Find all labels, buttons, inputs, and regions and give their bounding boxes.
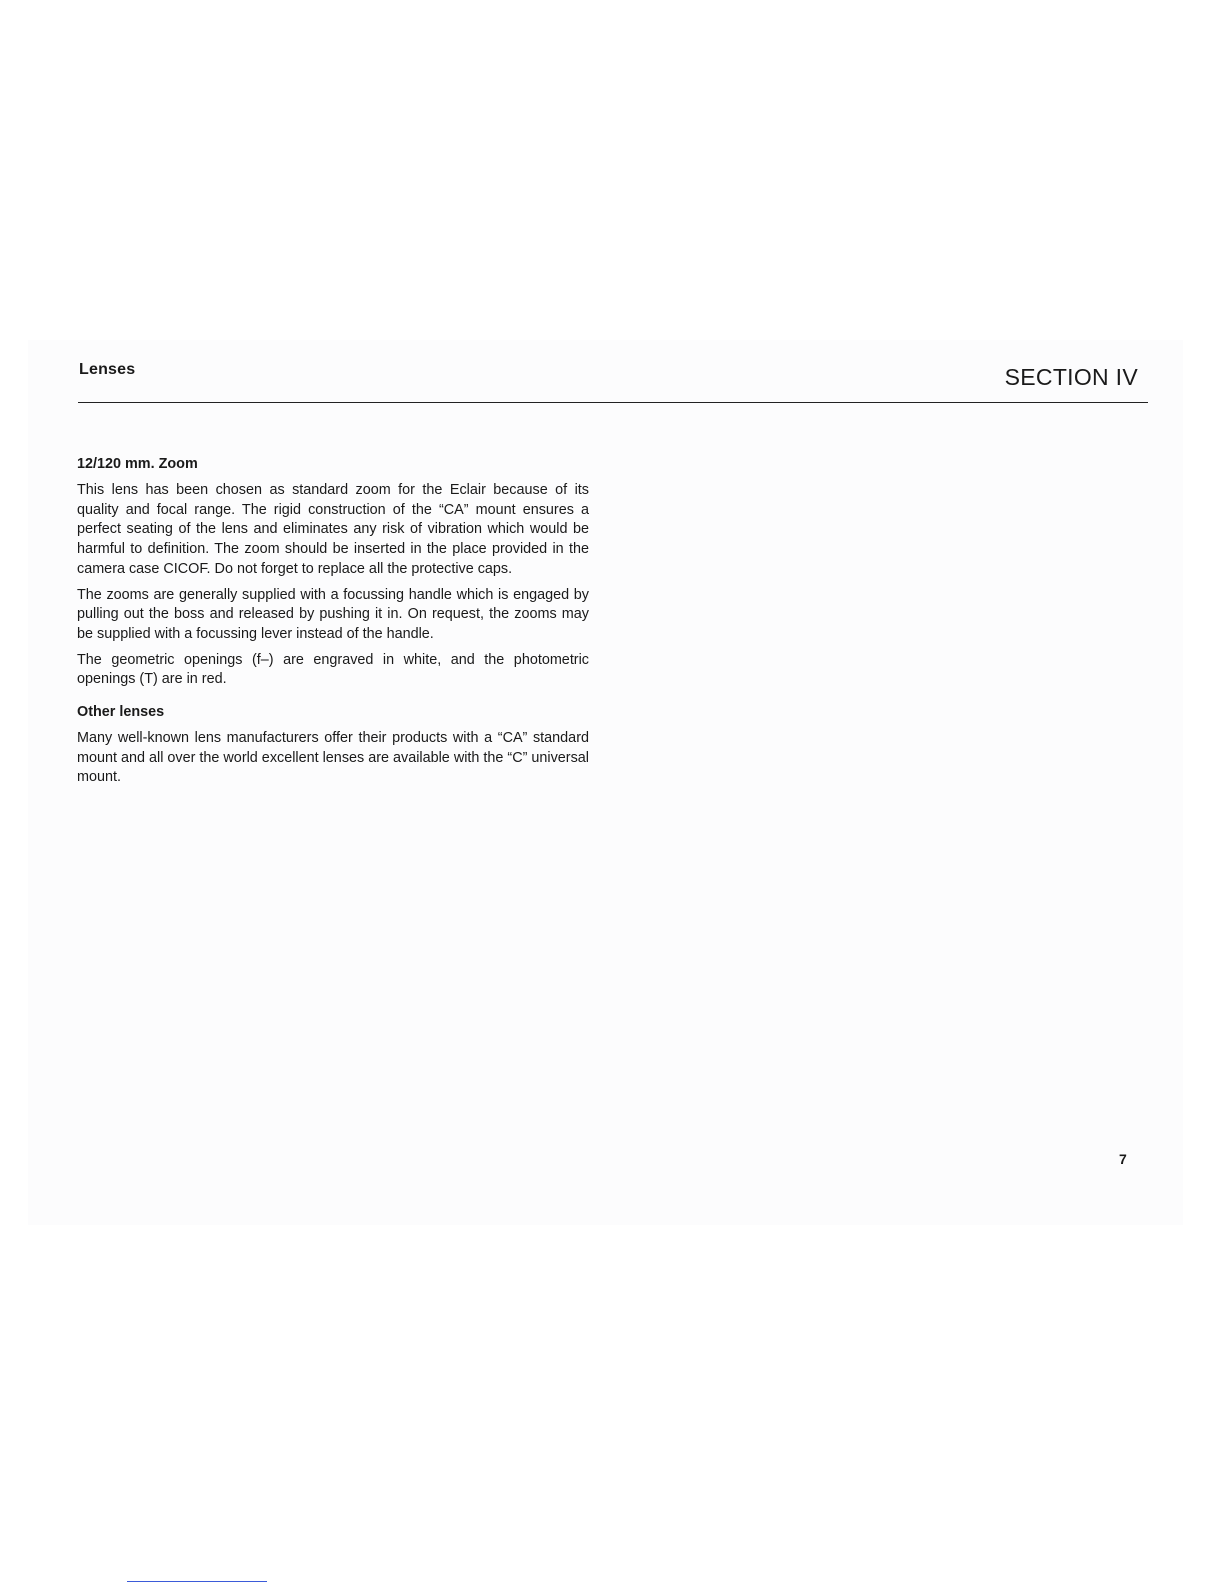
page-title: Lenses xyxy=(79,361,136,378)
paragraph-zoom-description: This lens has been chosen as standard zoom for the Eclair because of its quality and focal range. The rigid construction of the “CA” mount ensures a perfect seating of the lens and eliminates any risk of vibration which would be harmful to definition. The zoom should be inserted in the place provided in the camera case CICOF. Do not forget to replace all the protective caps. xyxy=(77,482,589,577)
paragraph-focussing-handle: The zooms are generally supplied with a focussing handle which is engaged by pulling out the boss and released by pushing it in. On request, the zooms may be supplied with a focussing lever instead of the handle. xyxy=(77,586,589,642)
section-label: SECTION IV xyxy=(1004,364,1138,390)
heading-zoom: 12/120 mm. Zoom xyxy=(77,456,198,472)
header-divider xyxy=(78,402,1148,403)
heading-other-lenses: Other lenses xyxy=(77,704,165,721)
main-content xyxy=(77,455,589,794)
page-number: 7 xyxy=(1119,1151,1127,1167)
paragraph-other-lenses: Many well-known lens manufacturers offer their products with a “CA” standard mount and all over the world excellent lenses are available with the “C” universal mount. xyxy=(77,730,589,786)
paragraph-openings: The geometric openings (f–) are engraved in white, and the photometric openings (T) are in red. xyxy=(77,651,589,688)
bottom-link-underline[interactable] xyxy=(127,1581,267,1582)
